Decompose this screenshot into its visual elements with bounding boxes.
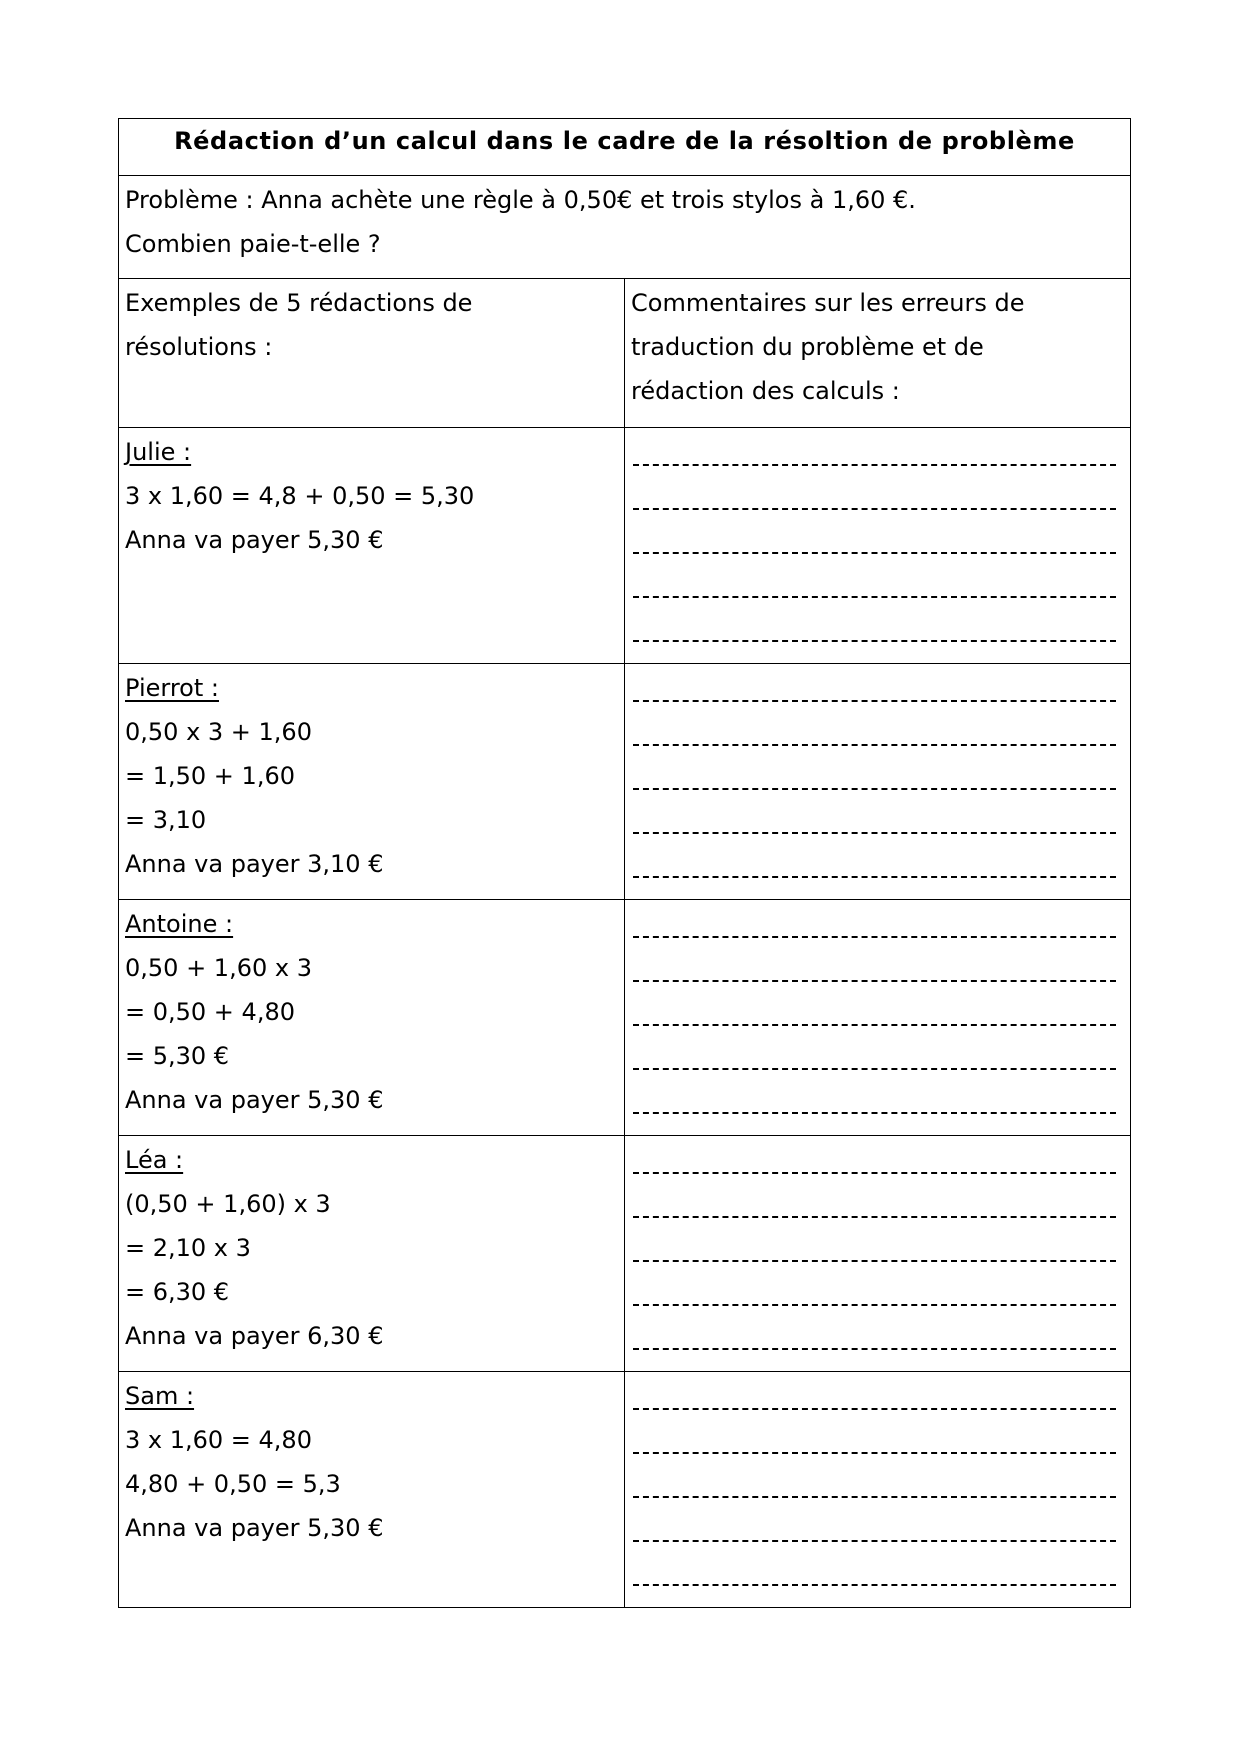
answer-line[interactable] [631,1418,1120,1462]
calc-line: = 2,10 x 3 [125,1234,251,1262]
calc-line: 0,50 x 3 + 1,60 [125,718,312,746]
calc-line: 3 x 1,60 = 4,8 + 0,50 = 5,30 [125,482,475,510]
answer-line[interactable] [631,1462,1120,1506]
student-row-sam [119,1372,1131,1608]
student-resolution [119,428,625,664]
calc-line: 4,80 + 0,50 = 5,3 [125,1470,341,1498]
student-name: Léa : [125,1146,184,1174]
calc-line: = 1,50 + 1,60 [125,762,295,790]
answer-line[interactable] [631,606,1120,650]
problem-row [119,176,1131,279]
answer-line[interactable] [631,666,1120,710]
calc-line: 3 x 1,60 = 4,80 [125,1426,312,1454]
problem-line-2: Combien paie-t-elle ? [125,230,381,258]
title-row [119,119,1131,176]
answer-line[interactable] [631,1182,1120,1226]
answer-line[interactable] [631,1138,1120,1182]
calc-line: = 5,30 € [125,1042,230,1070]
calc-line: = 6,30 € [125,1278,230,1306]
answer-line[interactable] [631,518,1120,562]
comments-header-line-3: rédaction des calculs : [631,377,900,405]
student-name: Julie : [125,438,192,466]
comments-header-line-1: Commentaires sur les erreurs de [631,289,1025,317]
calc-line: = 3,10 [125,806,207,834]
student-row-antoine [119,900,1131,1136]
worksheet-table [118,118,1131,1608]
student-resolution [119,900,625,1136]
answer-line[interactable] [631,902,1120,946]
answer-line[interactable] [631,990,1120,1034]
calc-line: Anna va payer 6,30 € [125,1322,384,1350]
student-resolution [119,1136,625,1372]
student-row-pierrot [119,664,1131,900]
comment-area[interactable] [625,1372,1131,1608]
comments-header-line-2: traduction du problème et de [631,333,984,361]
student-row-lea [119,1136,1131,1372]
answer-line[interactable] [631,1506,1120,1550]
calc-line: Anna va payer 3,10 € [125,850,384,878]
problem-line-1: Problème : Anna achète une règle à 0,50€ et trois stylos à 1,60 €. [125,186,916,214]
calc-line: (0,50 + 1,60) x 3 [125,1190,331,1218]
header-row [119,279,1131,428]
student-resolution [119,664,625,900]
student-name: Sam : [125,1382,195,1410]
student-name: Antoine : [125,910,234,938]
examples-header-line-1: Exemples de 5 rédactions de [125,289,473,317]
worksheet-title: Rédaction d’un calcul dans le cadre de la résoltion de problème [119,119,1131,176]
comment-area[interactable] [625,900,1131,1136]
calc-line: Anna va payer 5,30 € [125,1086,384,1114]
examples-header-line-2: résolutions : [125,333,273,361]
answer-line[interactable] [631,562,1120,606]
calc-line: Anna va payer 5,30 € [125,1514,384,1542]
answer-line[interactable] [631,1374,1120,1418]
answer-line[interactable] [631,474,1120,518]
answer-line[interactable] [631,1226,1120,1270]
answer-line[interactable] [631,1550,1120,1594]
comment-area[interactable] [625,1136,1131,1372]
student-row-julie [119,428,1131,664]
answer-line[interactable] [631,1270,1120,1314]
student-resolution [119,1372,625,1608]
calc-line: 0,50 + 1,60 x 3 [125,954,312,982]
comment-area[interactable] [625,428,1131,664]
answer-line[interactable] [631,1314,1120,1358]
answer-line[interactable] [631,842,1120,886]
answer-line[interactable] [631,1078,1120,1122]
student-name: Pierrot : [125,674,219,702]
calc-line: = 0,50 + 4,80 [125,998,295,1026]
calc-line: Anna va payer 5,30 € [125,526,384,554]
answer-line[interactable] [631,754,1120,798]
examples-header [119,279,625,428]
answer-line[interactable] [631,946,1120,990]
comment-area[interactable] [625,664,1131,900]
answer-line[interactable] [631,798,1120,842]
answer-line[interactable] [631,430,1120,474]
answer-line[interactable] [631,710,1120,754]
answer-line[interactable] [631,1034,1120,1078]
problem-statement [119,176,1131,279]
comments-header [625,279,1131,428]
